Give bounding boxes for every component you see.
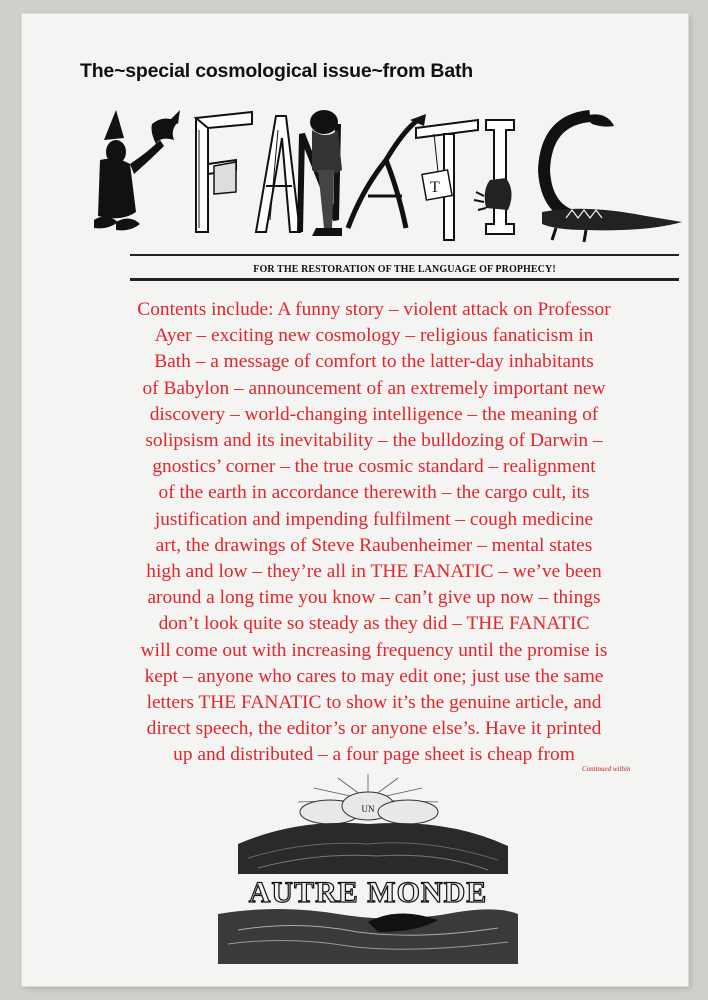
contents-line: Ayer – exciting new cosmology – religious fanaticism in [154, 325, 594, 347]
magazine-cover [22, 14, 688, 986]
contents-line: around a long time you know – can’t give up now – things [147, 587, 601, 609]
contents-line: Bath – a message of comfort to the latter-day inhabitants [154, 351, 594, 373]
contents-line: justification and impending fulfilment – cough medicine [154, 508, 594, 530]
contents-line: art, the drawings of Steve Raubenheimer – mental states [155, 534, 593, 556]
masthead-letter-a-second [348, 114, 426, 228]
continued-within-note: Continued within [582, 765, 631, 773]
contents-line: don’t look quite so steady as they did – THE FANATIC [158, 613, 590, 635]
masthead-letter-a [256, 116, 300, 232]
masthead-letter-i-hand [474, 120, 514, 234]
masthead-letter-f [196, 112, 252, 232]
contents-line: gnostics’ corner – the true cosmic standard – realignment [152, 456, 596, 478]
contents-line: up and distributed – a four page sheet is cheap from [173, 744, 575, 766]
contents-line: direct speech, the editor’s or anyone else’s. Have it printed [146, 718, 602, 740]
sea-illustration [218, 909, 518, 964]
engraving-title: AUTRE MONDE [248, 876, 488, 909]
masthead-letter-t-gallows [416, 120, 478, 240]
masthead-letter-n-figure [300, 110, 342, 236]
header-rule-top [130, 254, 679, 256]
contents-text [82, 297, 666, 769]
contents-line: high and low – they’re all in THE FANATIC – we’ve been [146, 561, 602, 583]
contents-line: kept – anyone who cares to may edit one; just use the same [144, 665, 604, 687]
storm-sky-illustration [238, 823, 508, 874]
fanatic-masthead [86, 100, 686, 250]
contents-line: will come out with increasing frequency until the promise is [140, 639, 608, 661]
svg-text:T: T [430, 179, 440, 196]
contents-line: of the earth in accordance therewith – the cargo cult, its [158, 482, 590, 504]
wizard-figure-illustration [94, 110, 180, 230]
autre-monde-engraving [218, 774, 518, 964]
contents-line: of Babylon – announcement of an extremely important new [142, 377, 606, 399]
header-rule-bottom [130, 278, 679, 281]
contents-line: letters THE FANATIC to show it’s the genuine article, and [146, 692, 602, 714]
engraving-small-text: UN [361, 804, 375, 814]
masthead-letter-c-crocodile [542, 114, 682, 242]
contents-line: solipsism and its inevitability – the bulldozing of Darwin – [145, 430, 603, 452]
issue-tagline: The~special cosmological issue~from Bath [80, 60, 473, 82]
contents-line: discovery – world-changing intelligence – the meaning of [149, 403, 599, 425]
slogan: FOR THE RESTORATION OF THE LANGUAGE OF PROPHECY! [253, 264, 556, 275]
contents-line: Contents include: A funny story – violent attack on Professor [137, 299, 611, 320]
